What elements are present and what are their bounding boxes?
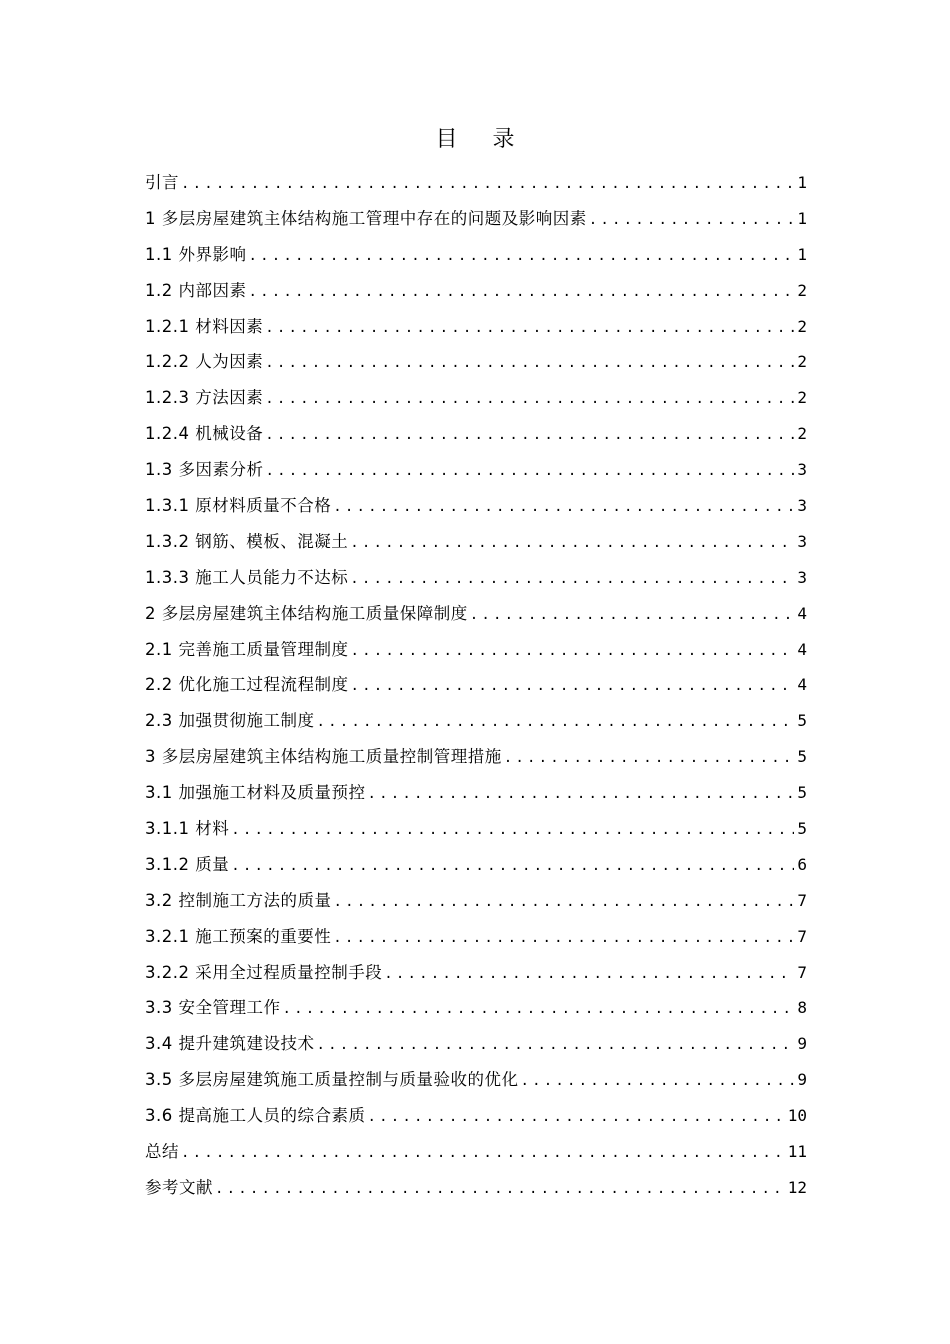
toc-entry-page-number: 12 bbox=[787, 1177, 807, 1197]
toc-entry-page-number: 2 bbox=[797, 280, 807, 300]
toc-entry-page-number: 10 bbox=[787, 1106, 807, 1126]
toc-entry[interactable] bbox=[145, 886, 807, 922]
toc-entry[interactable] bbox=[145, 670, 807, 706]
toc-dot-leader bbox=[350, 564, 794, 594]
toc-entry[interactable] bbox=[145, 958, 807, 994]
toc-entry[interactable] bbox=[145, 240, 807, 276]
toc-entry[interactable] bbox=[145, 778, 807, 814]
toc-entry-page-number: 2 bbox=[797, 352, 807, 372]
toc-entry-label: 1.2.4 机械设备 bbox=[145, 424, 264, 444]
toc-entry-label: 3.2 控制施工方法的质量 bbox=[145, 890, 332, 910]
toc-entry[interactable] bbox=[145, 276, 807, 312]
toc-dot-leader bbox=[351, 671, 795, 701]
toc-dot-leader bbox=[470, 600, 795, 630]
toc-entry[interactable] bbox=[145, 168, 807, 204]
toc-entry-page-number: 9 bbox=[797, 1034, 807, 1054]
toc-entry-page-number: 7 bbox=[797, 962, 807, 982]
toc-entry-label: 3.1.2 质量 bbox=[145, 854, 230, 874]
toc-dot-leader bbox=[350, 528, 794, 558]
toc-entry[interactable] bbox=[145, 1065, 807, 1101]
toc-dot-leader bbox=[265, 420, 794, 450]
toc-entry[interactable] bbox=[145, 204, 807, 240]
toc-entry-page-number: 3 bbox=[797, 531, 807, 551]
toc-entry-label: 1.2.3 方法因素 bbox=[145, 388, 264, 408]
toc-entry-label: 参考文献 bbox=[145, 1177, 213, 1197]
toc-entry-label: 2.1 完善施工质量管理制度 bbox=[145, 639, 349, 659]
toc-entry[interactable] bbox=[145, 635, 807, 671]
toc-entry-page-number: 2 bbox=[797, 424, 807, 444]
toc-entry-label: 1.2.1 材料因素 bbox=[145, 316, 264, 336]
toc-dot-leader bbox=[504, 743, 795, 773]
toc-dot-leader bbox=[368, 779, 795, 809]
toc-entry[interactable] bbox=[145, 312, 807, 348]
toc-entry-page-number: 1 bbox=[797, 208, 807, 228]
toc-entry-page-number: 4 bbox=[797, 603, 807, 623]
toc-entry-label: 3.4 提升建筑建设技术 bbox=[145, 1034, 315, 1054]
toc-entry[interactable] bbox=[145, 706, 807, 742]
toc-entry-label: 3.1 加强施工材料及质量预控 bbox=[145, 783, 366, 803]
toc-entry-label: 2.3 加强贯彻施工制度 bbox=[145, 711, 315, 731]
toc-dot-leader bbox=[368, 1102, 785, 1132]
toc-entry[interactable] bbox=[145, 563, 807, 599]
toc-dot-leader bbox=[384, 959, 794, 989]
toc-title: 目 录 bbox=[435, 127, 529, 152]
toc-entry[interactable] bbox=[145, 814, 807, 850]
toc-entry-page-number: 2 bbox=[797, 388, 807, 408]
toc-dot-leader bbox=[231, 815, 794, 845]
toc-entry[interactable] bbox=[145, 599, 807, 635]
toc-entry-page-number: 9 bbox=[797, 1070, 807, 1090]
toc-dot-leader bbox=[521, 1066, 795, 1096]
toc-dot-leader bbox=[231, 851, 794, 881]
toc-entry[interactable] bbox=[145, 993, 807, 1029]
toc-entry-label: 3.2.2 采用全过程质量控制手段 bbox=[145, 962, 383, 982]
toc-entry-page-number: 3 bbox=[797, 496, 807, 516]
toc-dot-leader bbox=[333, 923, 794, 953]
toc-entry-label: 3.5 多层房屋建筑施工质量控制与质量验收的优化 bbox=[145, 1070, 519, 1090]
toc-dot-leader bbox=[265, 348, 794, 378]
toc-entry[interactable] bbox=[145, 922, 807, 958]
toc-entry-page-number: 5 bbox=[797, 783, 807, 803]
toc-dot-leader bbox=[283, 994, 795, 1024]
toc-entry-label: 3.3 安全管理工作 bbox=[145, 998, 281, 1018]
toc-dot-leader bbox=[317, 1030, 795, 1060]
toc-dot-leader bbox=[249, 241, 795, 271]
toc-entry-label: 2 多层房屋建筑主体结构施工质量保障制度 bbox=[145, 603, 468, 623]
toc-entry[interactable] bbox=[145, 850, 807, 886]
toc-entry[interactable] bbox=[145, 742, 807, 778]
toc-dot-leader bbox=[249, 277, 795, 307]
toc-entry-label: 2.2 优化施工过程流程制度 bbox=[145, 675, 349, 695]
toc-dot-leader bbox=[351, 636, 795, 666]
toc-entry[interactable] bbox=[145, 491, 807, 527]
toc-entry-page-number: 4 bbox=[797, 639, 807, 659]
toc-entry-label: 1 多层房屋建筑主体结构施工管理中存在的问题及影响因素 bbox=[145, 208, 587, 228]
toc-entry-label: 3.1.1 材料 bbox=[145, 819, 230, 839]
toc-dot-leader bbox=[266, 456, 795, 486]
toc-entry-page-number: 3 bbox=[797, 460, 807, 480]
toc-dot-leader bbox=[265, 384, 794, 414]
toc-entry-label: 总结 bbox=[145, 1142, 179, 1162]
toc-entry-label: 3.2.1 施工预案的重要性 bbox=[145, 926, 332, 946]
toc-entry-label: 引言 bbox=[145, 173, 179, 192]
toc-entry-page-number: 5 bbox=[797, 747, 807, 767]
toc-dot-leader bbox=[181, 169, 794, 199]
toc-entry-label: 1.3.2 钢筋、模板、混凝土 bbox=[145, 531, 349, 551]
toc-entry-page-number: 11 bbox=[787, 1142, 807, 1162]
toc-entry[interactable] bbox=[145, 347, 807, 383]
toc-entry-label: 3.6 提高施工人员的综合素质 bbox=[145, 1106, 366, 1126]
toc-dot-leader bbox=[181, 1138, 785, 1168]
toc-entry-label: 1.2.2 人为因素 bbox=[145, 352, 264, 372]
toc-entry[interactable] bbox=[145, 1173, 807, 1209]
toc-entry-label: 1.1 外界影响 bbox=[145, 244, 247, 264]
toc-entry[interactable] bbox=[145, 1137, 807, 1173]
toc-entry-page-number: 5 bbox=[797, 711, 807, 731]
toc-entry-page-number: 4 bbox=[797, 675, 807, 695]
toc-dot-leader bbox=[589, 205, 795, 235]
toc-dot-leader bbox=[215, 1174, 785, 1204]
toc-list bbox=[145, 168, 807, 1209]
toc-dot-leader bbox=[265, 313, 794, 343]
toc-entry[interactable] bbox=[145, 1101, 807, 1137]
toc-entry-page-number: 8 bbox=[797, 998, 807, 1018]
toc-entry-page-number: 1 bbox=[797, 173, 807, 192]
toc-entry[interactable] bbox=[145, 419, 807, 455]
toc-entry[interactable] bbox=[145, 1029, 807, 1065]
toc-entry-page-number: 7 bbox=[797, 890, 807, 910]
toc-entry-page-number: 3 bbox=[797, 567, 807, 587]
toc-entry-label: 1.3 多因素分析 bbox=[145, 460, 264, 480]
toc-entry[interactable] bbox=[145, 383, 807, 419]
toc-entry-page-number: 7 bbox=[797, 926, 807, 946]
toc-dot-leader bbox=[334, 887, 795, 917]
toc-entry-page-number: 5 bbox=[797, 819, 807, 839]
toc-entry[interactable] bbox=[145, 455, 807, 491]
toc-entry-label: 3 多层房屋建筑主体结构施工质量控制管理措施 bbox=[145, 747, 502, 767]
toc-entry-page-number: 2 bbox=[797, 316, 807, 336]
toc-entry-label: 1.2 内部因素 bbox=[145, 280, 247, 300]
toc-dot-leader bbox=[333, 492, 794, 522]
toc-entry-page-number: 1 bbox=[797, 244, 807, 264]
toc-entry-label: 1.3.3 施工人员能力不达标 bbox=[145, 567, 349, 587]
toc-entry-page-number: 6 bbox=[797, 854, 807, 874]
toc-dot-leader bbox=[317, 707, 795, 737]
toc-entry-label: 1.3.1 原材料质量不合格 bbox=[145, 496, 332, 516]
toc-entry[interactable] bbox=[145, 527, 807, 563]
